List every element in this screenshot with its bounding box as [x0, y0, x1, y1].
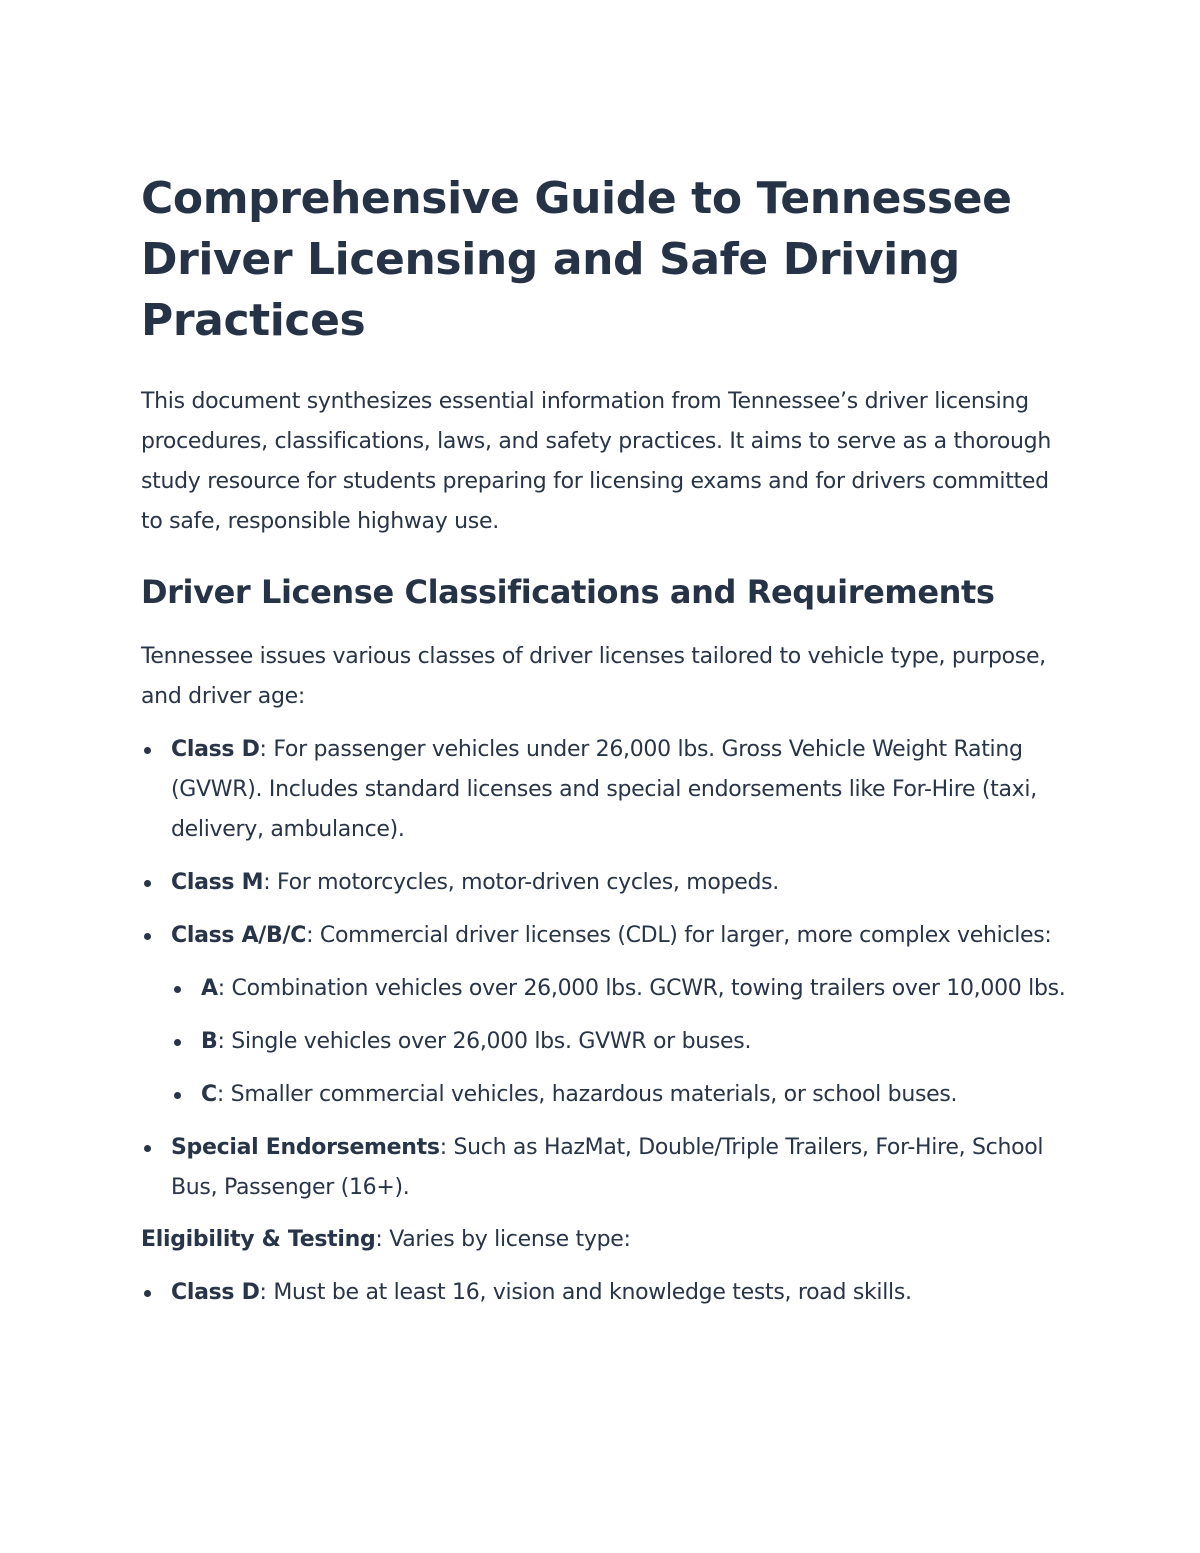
- sub-list-item-text: : Combination vehicles over 26,000 lbs. GCWR, towing trailers over 10,000 lbs.: [217, 976, 1066, 1001]
- list-item: [141, 1128, 1071, 1208]
- bullet-icon: [144, 933, 151, 940]
- list-item-text: : Such as HazMat, Double/Triple Trailers, For-Hire, School Bus, Passenger (16+).: [171, 1135, 1044, 1200]
- document-content: [141, 168, 1071, 1313]
- list-item-text: : For motorcycles, motor-driven cycles, mopeds.: [263, 870, 779, 895]
- list-item: [141, 916, 1071, 1115]
- bullet-icon: [144, 880, 151, 887]
- bullet-icon: [144, 1290, 151, 1297]
- list-item-label: Special Endorsements: [171, 1135, 440, 1160]
- list-item-text: : Must be at least 16, vision and knowledge tests, road skills.: [259, 1280, 912, 1305]
- license-class-list: [141, 730, 1071, 1208]
- list-item: [141, 1273, 1071, 1313]
- sub-list-item-label: C: [201, 1082, 217, 1107]
- sub-list-item-label: B: [201, 1029, 218, 1054]
- intro-paragraph: This document synthesizes essential information from Tennessee’s driver licensing procedures, classifications, laws, and safety practices. It aims to serve as a thorough study resource for students preparing for licensing exams and for drivers committed to safe, responsible highway use.: [141, 389, 1051, 534]
- sub-list-item: [171, 1075, 1071, 1115]
- list-item-label: Class M: [171, 870, 264, 895]
- bullet-icon: [144, 1145, 151, 1152]
- bullet-icon: [174, 986, 181, 993]
- list-item-text: : Commercial driver licenses (CDL) for larger, more complex vehicles:: [306, 923, 1052, 948]
- bullet-icon: [144, 747, 151, 754]
- cdl-class-sublist: [171, 969, 1071, 1115]
- page-title: Comprehensive Guide to Tennessee Driver Licensing and Safe Driving Practices: [141, 173, 1012, 346]
- eligibility-paragraph: [141, 1220, 1071, 1260]
- bullet-icon: [174, 1092, 181, 1099]
- sub-list-item: [171, 1022, 1071, 1062]
- list-item-label: Class A/B/C: [171, 923, 307, 948]
- list-item-label: Class D: [171, 737, 260, 762]
- eligibility-text: : Varies by license type:: [375, 1227, 631, 1252]
- list-item: [141, 730, 1071, 850]
- sub-list-item-text: : Single vehicles over 26,000 lbs. GVWR or buses.: [217, 1029, 752, 1054]
- sub-list-item: [171, 969, 1071, 1009]
- bullet-icon: [174, 1039, 181, 1046]
- sub-list-item-label: A: [201, 976, 218, 1001]
- sub-list-item-text: : Smaller commercial vehicles, hazardous materials, or school buses.: [216, 1082, 958, 1107]
- section-heading: Driver License Classifications and Requirements: [141, 573, 995, 611]
- list-item: [141, 863, 1071, 903]
- list-item-label: Class D: [171, 1280, 260, 1305]
- section-lead: Tennessee issues various classes of driver licenses tailored to vehicle type, purpose, and driver age:: [141, 644, 1046, 709]
- list-item-text: : For passenger vehicles under 26,000 lbs. Gross Vehicle Weight Rating (GVWR). Includes standard licenses and special endorsements like For-Hire (taxi, delivery, ambulance).: [171, 737, 1037, 842]
- eligibility-list: [141, 1273, 1071, 1313]
- eligibility-label: Eligibility & Testing: [141, 1227, 376, 1252]
